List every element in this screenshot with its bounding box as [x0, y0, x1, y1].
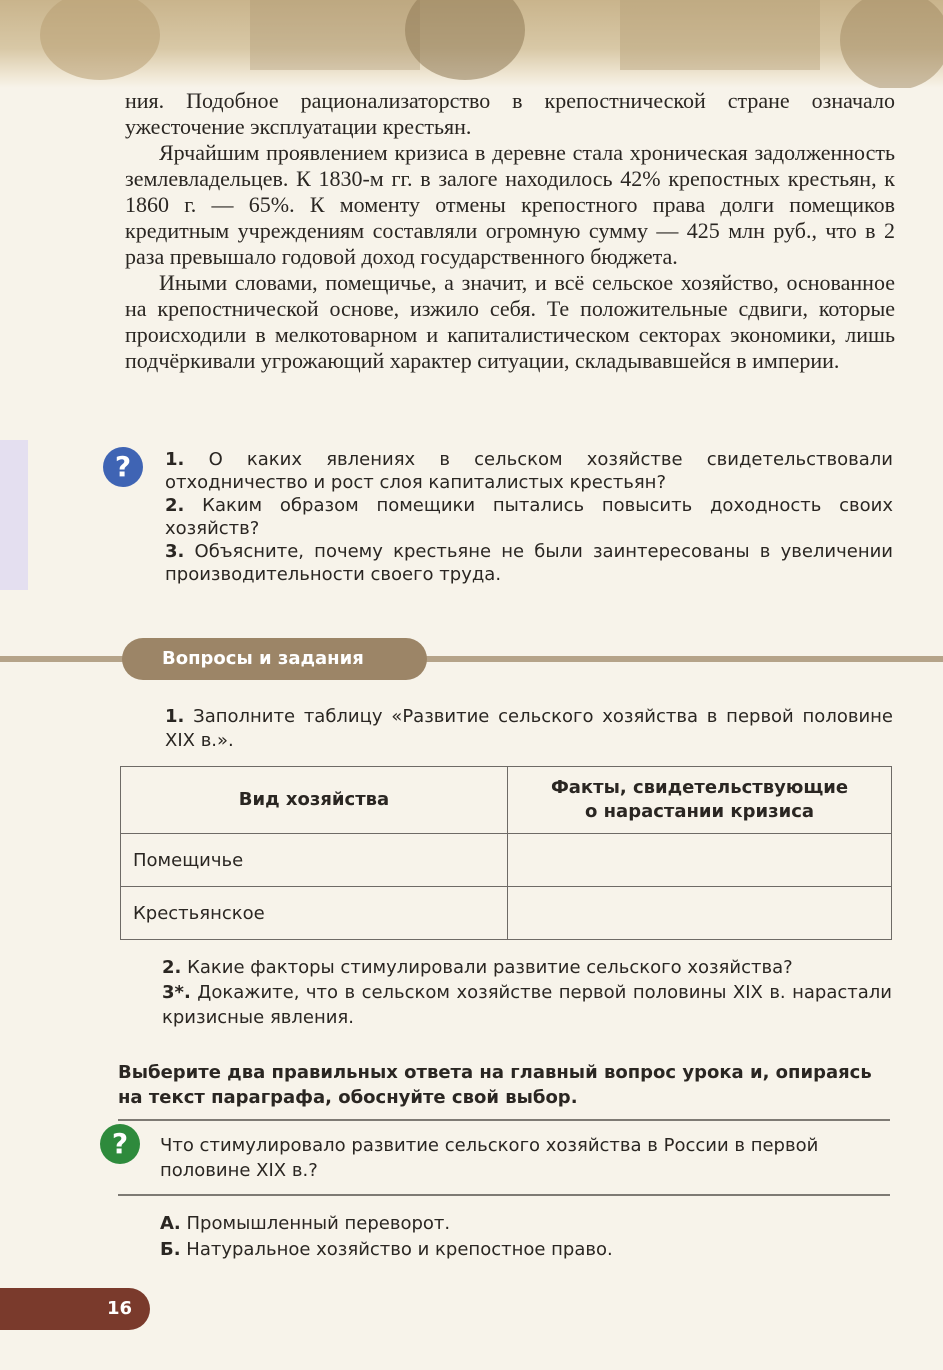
table-header-type: Вид хозяйства [121, 767, 508, 834]
header-banner-illustration [0, 0, 943, 88]
tasks-2-3 [120, 955, 892, 1030]
lesson-instruction: Выберите два правильных ответа на главный вопрос урока и, опираясь на текст параграфа, обоснуйте свой выбор. [118, 1062, 872, 1108]
table-cell-empty[interactable] [508, 834, 892, 887]
table-cell-peasant: Крестьянское [121, 887, 508, 940]
task-2: 2. Какие факторы стимулировали развитие сельского хозяйства? [162, 957, 793, 978]
divider-line [118, 1119, 890, 1121]
margin-band [0, 440, 28, 590]
answer-b[interactable]: Б. Натуральное хозяйство и крепостное право. [160, 1239, 613, 1260]
main-lesson-question: Что стимулировало развитие сельского хозяйства в России в первой половине XIX в.? [160, 1135, 819, 1181]
paragraph-3: Иными словами, помещичье, а значит, и всё сельское хозяйство, основанное на крепостнической основе, изжило себя. Те положительные сдвиги, которые происходили в мелкотоварном и капиталистическом секторах экономики, лишь подчёркивали угрожающий характер ситуации, складывавшейся в империи. [125, 270, 895, 373]
table-cell-empty[interactable] [508, 887, 892, 940]
paragraph-2: Ярчайшим проявлением кризиса в деревне стала хроническая задолженность землевладельцев. К 1830-м гг. в залоге находилось 42% крепостных крестьян, к 1860 г. — 65%. К моменту отмены крепостного права долги помещиков кредитным учреждениям составляли огромную сумму — 425 млн руб., что в 2 раза превышало годовой доход государственного бюджета. [125, 140, 895, 269]
check-question-2: 2. Каким образом помещики пытались повысить доходность своих хозяйств? [165, 495, 893, 539]
farming-table [120, 766, 892, 940]
answer-a[interactable]: А. Промышленный переворот. [160, 1213, 451, 1234]
body-text [125, 88, 895, 374]
divider-line [118, 1194, 890, 1196]
section-title: Вопросы и задания [122, 638, 427, 680]
table-row [121, 887, 892, 940]
table-header-facts: Факты, свидетельствующие о нарастании кризиса [508, 767, 892, 834]
check-question-1: 1. О каких явлениях в сельском хозяйстве свидетельствовали отходничество и рост слоя капиталистых крестьян? [165, 449, 893, 493]
table-cell-landlord: Помещичье [121, 834, 508, 887]
task-3: 3*. Докажите, что в сельском хозяйстве первой половины XIX в. нарастали кризисные явления. [162, 982, 892, 1028]
answer-options [160, 1211, 892, 1263]
page-number: 16 [0, 1288, 150, 1330]
paragraph-1: ния. Подобное рационализаторство в крепостнической стране означало ужесточение эксплуатации крестьян. [125, 88, 895, 139]
check-question-3: 3. Объясните, почему крестьяне не были заинтересованы в увеличении производительности своего труда. [165, 541, 893, 585]
check-questions [165, 448, 893, 586]
question-mark-icon: ? [100, 1124, 140, 1164]
task-1: 1. Заполните таблицу «Развитие сельского хозяйства в первой половине XIX в.». [165, 706, 893, 751]
question-mark-icon: ? [103, 447, 143, 487]
table-row [121, 834, 892, 887]
